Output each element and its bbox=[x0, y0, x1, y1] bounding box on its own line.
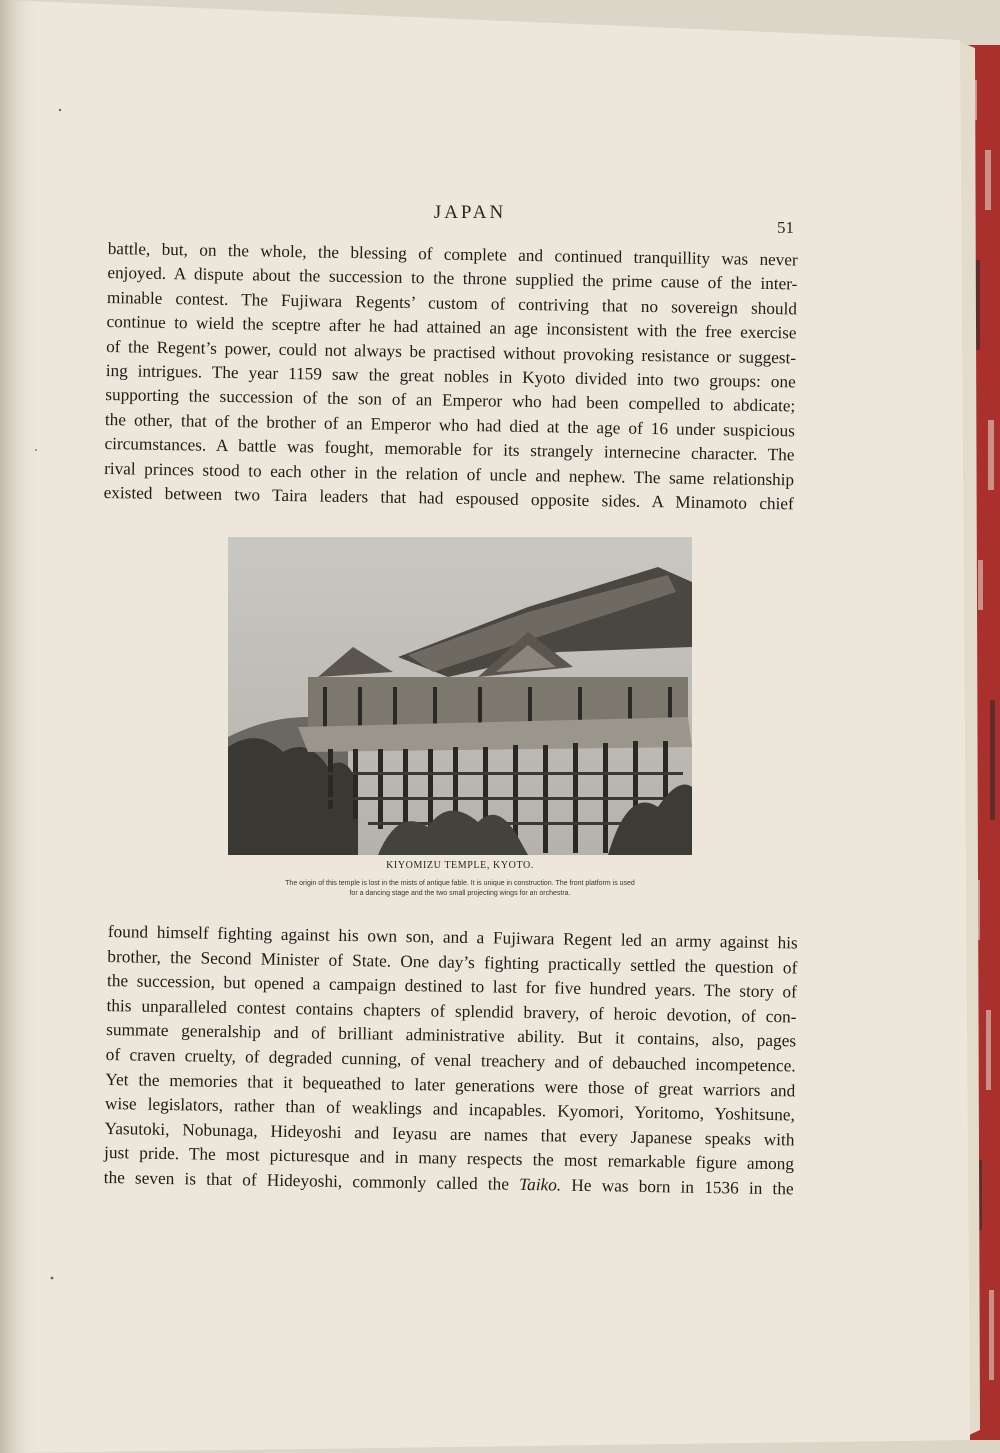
text-line: found himself fighting against his own son, and a Fujiwara Regent led an army against his bbox=[107, 921, 798, 953]
page-number: 51 bbox=[777, 218, 794, 237]
figure-caption-description bbox=[205, 879, 715, 899]
text-line: ing intrigues. The year 1159 saw the great nobles in Kyoto divided into two groups: one bbox=[105, 361, 796, 392]
text-line: of craven cruelty, of degraded cunning, of venal treachery and of debauched incompetence. bbox=[105, 1044, 796, 1076]
text-line: brother, the Second Minister of State. One day’s fighting practically settled the question of bbox=[107, 946, 798, 978]
temple-photograph bbox=[228, 537, 692, 855]
text-line: the other, that of the brother of an Emperor who had died at the age of 16 under suspicious bbox=[104, 409, 796, 441]
kiyomizu-temple-image bbox=[228, 537, 692, 855]
body-text-bottom bbox=[104, 920, 798, 1202]
text-line: continue to wield the sceptre after he had attained an age inconsistent with the free exercise bbox=[106, 312, 797, 343]
text-line: of the Regent’s power, could not always be practised without provoking resistance or suggest- bbox=[106, 336, 797, 368]
text-line: circumstances. A battle was fought, memorable for its strangely internecine character. The bbox=[104, 434, 795, 465]
text-line: Yet the memories that it bequeathed to later generations were those of great warriors and bbox=[105, 1069, 796, 1100]
running-head: JAPAN bbox=[433, 202, 507, 223]
text-line: enjoyed. A dispute about the succession to the throne supplied the prime cause of the inter- bbox=[107, 263, 798, 294]
text-line: wise legislators, rather than of weaklings and incapables. Kyomori, Yoritomo, Yoshitsune, bbox=[104, 1094, 796, 1125]
caption-line: for a dancing stage and the two small projecting wings for an orchestra. bbox=[349, 890, 571, 897]
text-line: minable contest. The Fujiwara Regents’ custom of contriving that no sovereign should bbox=[106, 287, 798, 319]
text-fragment: the seven is that of Hideyoshi, commonly called the bbox=[103, 1167, 520, 1194]
text-line: the succession, but opened a campaign destined to last for five hundred years. The story of bbox=[106, 971, 798, 1002]
text-line: rival princes stood to each other in the relation of uncle and nephew. The same relationship bbox=[104, 458, 795, 490]
figure-caption-title: KIYOMIZU TEMPLE, KYOTO. bbox=[386, 860, 534, 871]
italic-term: Taiko. bbox=[518, 1174, 562, 1195]
text-line: just pride. The most picturesque and in many respects the most remarkable figure among bbox=[103, 1143, 795, 1174]
body-text-top bbox=[104, 237, 798, 517]
text-fragment: He was born in 1536 in the bbox=[561, 1175, 794, 1199]
text-line: Yasutoki, Nobunaga, Hideyoshi and Ieyasu are names that every Japanese speaks with bbox=[104, 1118, 795, 1150]
text-line: supporting the succession of the son of an Emperor who had been compelled to abdicate; bbox=[105, 385, 796, 416]
caption-line: The origin of this temple is lost in the mists of antique fable. It is unique in construction. The front platform is used bbox=[285, 880, 635, 887]
text-line: existed between two Taira leaders that had espoused opposite sides. A Minamoto chief bbox=[103, 483, 794, 514]
text-line: this unparalleled contest contains chapters of splendid bravery, of heroic devotion, of con- bbox=[106, 995, 797, 1027]
text-line: battle, but, on the whole, the blessing of complete and continued tranquillity was never bbox=[107, 238, 798, 270]
text-line: summate generalship and of brilliant administrative ability. But it contains, also, pages bbox=[106, 1020, 797, 1051]
